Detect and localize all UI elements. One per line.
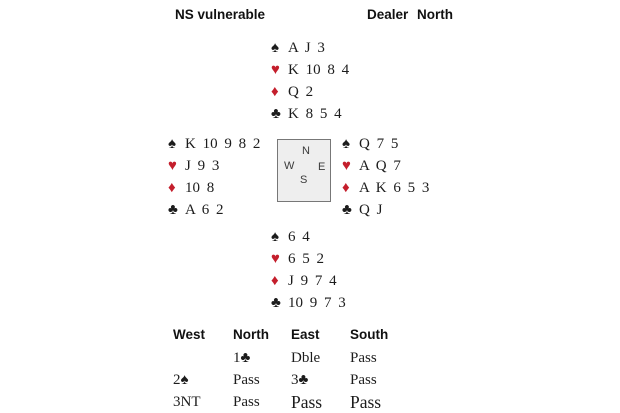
bid-cell: Dble: [291, 350, 321, 366]
east-clubs: Q J: [359, 201, 383, 218]
east-hearts: A Q 7: [359, 157, 401, 174]
compass-west-label: W: [284, 160, 295, 172]
auction-header-north: North: [233, 327, 269, 342]
hand-west: [168, 133, 260, 221]
north-diamonds: Q 2: [288, 83, 314, 100]
bid-cell: Pass: [350, 350, 377, 366]
club-icon: ♣: [168, 201, 178, 218]
suit-row-spades: [271, 37, 349, 59]
heart-icon: ♥: [168, 157, 177, 174]
spade-icon: ♠: [271, 39, 279, 56]
bid-cell: Pass: [350, 392, 382, 412]
suit-row-diamonds: [271, 270, 346, 292]
bid-cell: Pass: [350, 372, 377, 388]
heart-icon: ♥: [342, 157, 351, 174]
suit-row-hearts: [168, 155, 260, 177]
auction-grid: [173, 326, 410, 413]
spade-icon: ♠: [168, 135, 176, 152]
heart-icon: ♥: [271, 61, 280, 78]
suit-row-spades: [271, 226, 346, 248]
auction-header-west: West: [173, 327, 206, 342]
suit-row-clubs: [168, 199, 260, 221]
west-spades: K 10 9 8 2: [185, 135, 261, 152]
suit-row-diamonds: [168, 177, 260, 199]
spade-icon: ♠: [342, 135, 350, 152]
suit-row-hearts: [271, 59, 349, 81]
club-icon: ♣: [271, 294, 281, 311]
suit-row-clubs: [342, 199, 429, 221]
suit-row-clubs: [271, 103, 349, 125]
bid-cell: 2♠: [173, 372, 189, 388]
bid-cell: Pass: [233, 372, 260, 388]
bid-cell: [173, 347, 233, 369]
south-diamonds: J 9 7 4: [288, 272, 337, 289]
north-spades: A J 3: [288, 39, 325, 56]
spade-icon: ♠: [271, 228, 279, 245]
suit-row-hearts: [342, 155, 429, 177]
heart-icon: ♥: [271, 250, 280, 267]
bid-cell: 3♣: [291, 372, 309, 388]
suit-row-spades: [342, 133, 429, 155]
suit-row-spades: [168, 133, 260, 155]
club-icon: ♣: [342, 201, 352, 218]
bid-cell: 1♣: [233, 350, 251, 366]
bid-cell: Pass: [291, 392, 323, 412]
hand-north: [271, 37, 349, 125]
diamond-icon: ♦: [271, 83, 279, 100]
west-clubs: A 6 2: [185, 201, 224, 218]
auction-header-east: East: [291, 327, 320, 342]
compass-box: [277, 139, 331, 202]
auction-header-south: South: [350, 327, 389, 342]
north-hearts: K 10 8 4: [288, 61, 350, 78]
compass-north-label: N: [302, 145, 310, 157]
south-spades: 6 4: [288, 228, 310, 245]
south-hearts: 6 5 2: [288, 250, 324, 267]
east-spades: Q 7 5: [359, 135, 399, 152]
suit-row-diamonds: [271, 81, 349, 103]
club-icon: ♣: [271, 105, 281, 122]
west-diamonds: 10 8: [185, 179, 215, 196]
vulnerability-label: NS vulnerable: [175, 7, 266, 22]
compass-south-label: S: [300, 174, 308, 186]
suit-row-hearts: [271, 248, 346, 270]
diamond-icon: ♦: [168, 179, 176, 196]
north-clubs: K 8 5 4: [288, 105, 342, 122]
bid-cell: Pass: [233, 394, 260, 410]
suit-row-clubs: [271, 292, 346, 314]
hand-east: [342, 133, 429, 221]
diamond-icon: ♦: [342, 179, 350, 196]
bid-cell: 3NT: [173, 394, 201, 410]
dealer-label: Dealer North: [367, 7, 454, 22]
east-diamonds: A K 6 5 3: [359, 179, 430, 196]
auction-table: [173, 326, 410, 413]
south-clubs: 10 9 7 3: [288, 294, 346, 311]
hand-south: [271, 226, 346, 314]
compass-east-label: E: [318, 161, 326, 173]
suit-row-diamonds: [342, 177, 429, 199]
west-hearts: J 9 3: [185, 157, 220, 174]
diamond-icon: ♦: [271, 272, 279, 289]
